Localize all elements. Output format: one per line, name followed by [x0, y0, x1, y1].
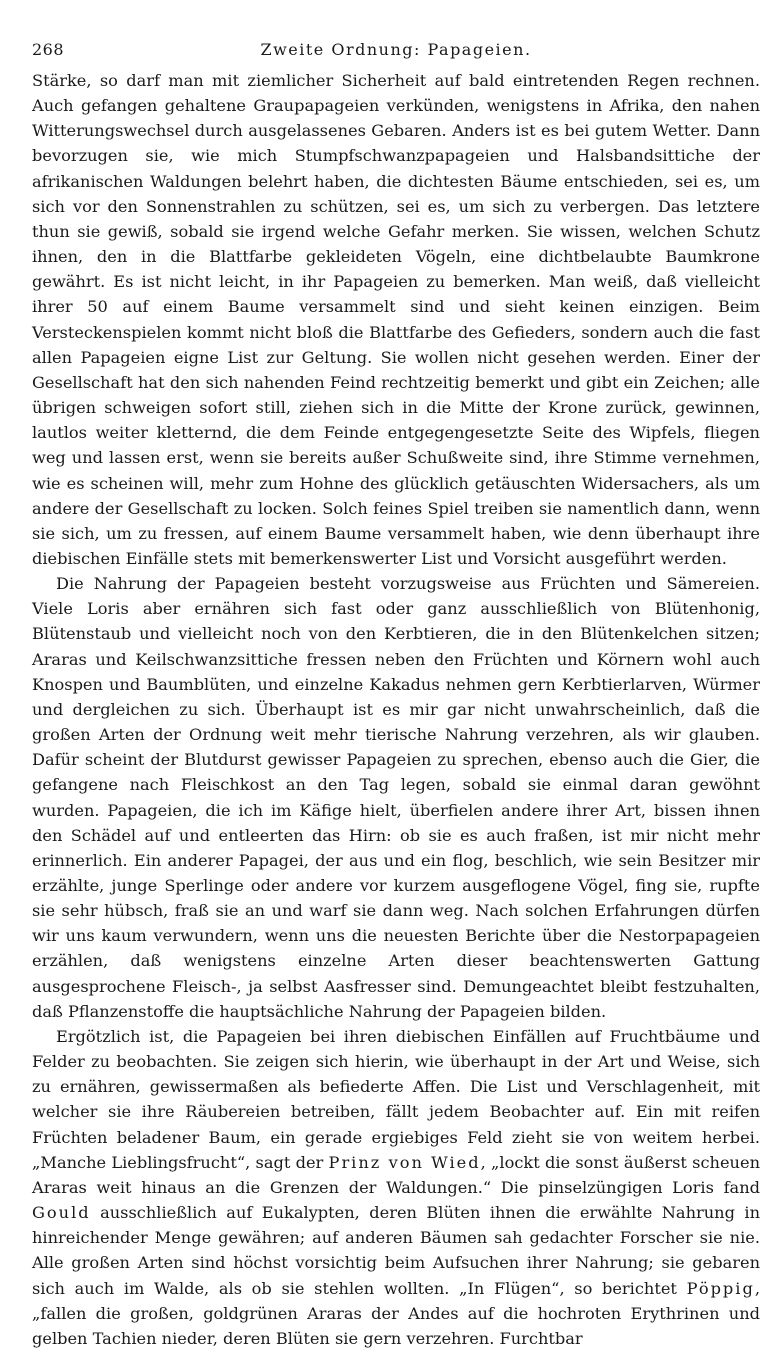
text-segment: Die Nahrung der Papageien besteht vorzugsweise aus Früchten und Sämereien. Viele Loris aber ernähren sich fast oder ganz ausschließlich von Blütenhonig, Blütenstaub und vielleicht noch von den Kerbtieren, die in den Blütenkelchen sitzen; Araras und Keilschwanzsittiche fressen neben den Früchten und Körnern wohl auch Knospen und Baumblüten, und einzelne Kakadus nehmen gern Kerbtierlarven, Würmer und dergleichen zu sich. Überhaupt ist es mir gar nicht unwahrscheinlich, daß die großen Arten der Ordnung weit mehr tierische Nahrung verzehren, als wir glauben. Dafür scheint der Blutdurst gewisser Papageien zu sprechen, ebenso auch die Gier, die gefangene nach Fleischkost an den Tag legen, sobald sie einmal daran gewöhnt wurden. Papageien, die ich im Käfige hielt, überfielen andere ihrer Art, bissen ihnen den Schädel auf und entleerten das Hirn: ob sie es auch fraßen, ist mir nicht mehr erinnerlich. Ein anderer Papagei, der aus und ein flog, beschlich, wie sein Besitzer mir erzählte, junge Sperlinge oder andere vor kurzem ausgeflogene Vögel, fing sie, rupfte sie sehr hübsch, fraß sie an und warf sie dann weg. Nach solchen Erfahrungen dürfen wir uns kaum verwundern, wenn uns die neuesten Berichte über die Nestorpapageien erzählen, daß wenigstens einzelne Arten dieser beachtenswerten Gattung ausgesprochene Fleisch-, ja selbst Aasfresser sind. Demungeachtet bleibt festzuhalten, daß Pflanzenstoffe die hauptsächliche Nahrung der Papageien bilden.: [32, 574, 760, 1021]
author-name: Gould: [32, 1203, 91, 1223]
paragraph: [32, 1024, 760, 1351]
text-segment: Stärke, so darf man mit ziemlicher Sicherheit auf bald eintretenden Regen rechnen. Auch gefangen gehaltene Graupapageien verkünden, wenigstens in Afrika, den nahen Witterungswechsel durch ausgelassenes Gebaren. Anders ist es bei gutem Wetter. Dann bevorzugen sie, wie mich Stumpfschwanzpapageien und Halsbandsittiche der afrikanischen Waldungen belehrt haben, die dichtesten Bäume entschieden, sei es, um sich vor den Sonnenstrahlen zu schützen, sei es, um sich zu verbergen. Das letztere thun sie gewiß, sobald sie irgend welche Gefahr merken. Sie wissen, welchen Schutz ihnen, den in die Blattfarbe gekleideten Vögeln, eine dichtbelaubte Baumkrone gewährt. Es ist nicht leicht, in ihr Papageien zu bemerken. Man weiß, daß vielleicht ihrer 50 auf einem Baume versammelt sind und sieht keinen einzigen. Beim Versteckenspielen kommt nicht bloß die Blattfarbe des Gefieders, sondern auch die fast allen Papageien eigne List zur Geltung. Sie wollen nicht gesehen werden. Einer der Gesellschaft hat den sich nahenden Feind rechtzeitig bemerkt und gibt ein Zeichen; alle übrigen schweigen sofort still, ziehen sich in die Mitte der Krone zurück, gewinnen, lautlos weiter kletternd, die dem Feinde entgegengesetzte Seite des Wipfels, fliegen weg und lassen erst, wenn sie bereits außer Schußweite sind, ihre Stimme vernehmen, wie es scheinen will, mehr zum Hohne des glücklich getäuschten Widersachers, als um andere der Gesellschaft zu locken. Solch feines Spiel treiben sie namentlich dann, wenn sie sich, um zu fressen, auf einem Baume versammelt haben, wie denn überhaupt ihre diebischen Einfälle stets mit bemerkenswerter List und Vorsicht ausgeführt werden.: [32, 71, 760, 568]
paragraph: [32, 571, 760, 1024]
text-segment: ausschließlich auf Eukalypten, deren Blüten ihnen die erwählte Nahrung in hinreichender Menge gewähren; auf anderen Bäumen sah gedachter Forscher sie nie. Alle großen Arten sind höchst vorsichtig beim Aufsuchen ihrer Nahrung; sie gebaren sich auch im Walde, als ob sie stehlen wollten. „In Flügen“, so berichtet: [32, 1203, 760, 1298]
page-number: 268: [32, 40, 65, 59]
text-segment: Ergötzlich ist, die Papageien bei ihren diebischen Einfällen auf Fruchtbäume und Felder zu beobachten. Sie zeigen sich hierin, wie überhaupt in der Art und Weise, sich zu ernähren, gewissermaßen als befiederte Affen. Die List und Verschlagenheit, mit welcher sie ihre Räubereien betreiben, fällt jedem Beobachter auf. Ein mit reifen Früchten beladener Baum, ein gerade ergiebiges Feld zieht sie von weitem herbei. „Manche Lieblingsfrucht“, sagt der: [32, 1026, 760, 1172]
author-name: Prinz von Wied: [328, 1152, 481, 1172]
body-text: [32, 68, 760, 1351]
paragraph: [32, 68, 760, 571]
text-segment: , „lockt die sonst äußerst scheuen Araras weit hinaus an die Grenzen der Waldungen.“ Die pinselzüngigen Loris fand: [32, 1152, 760, 1197]
page-header: [32, 40, 760, 68]
running-title: Zweite Ordnung: Papageien.: [260, 40, 532, 59]
text-segment: , „fallen die großen, goldgrünen Araras der Andes auf die hochroten Erythrinen und gelben Tachien nieder, deren Blüten sie gern verzehren. Furchtbar: [32, 1278, 760, 1348]
author-name: Pöppig: [686, 1278, 755, 1298]
